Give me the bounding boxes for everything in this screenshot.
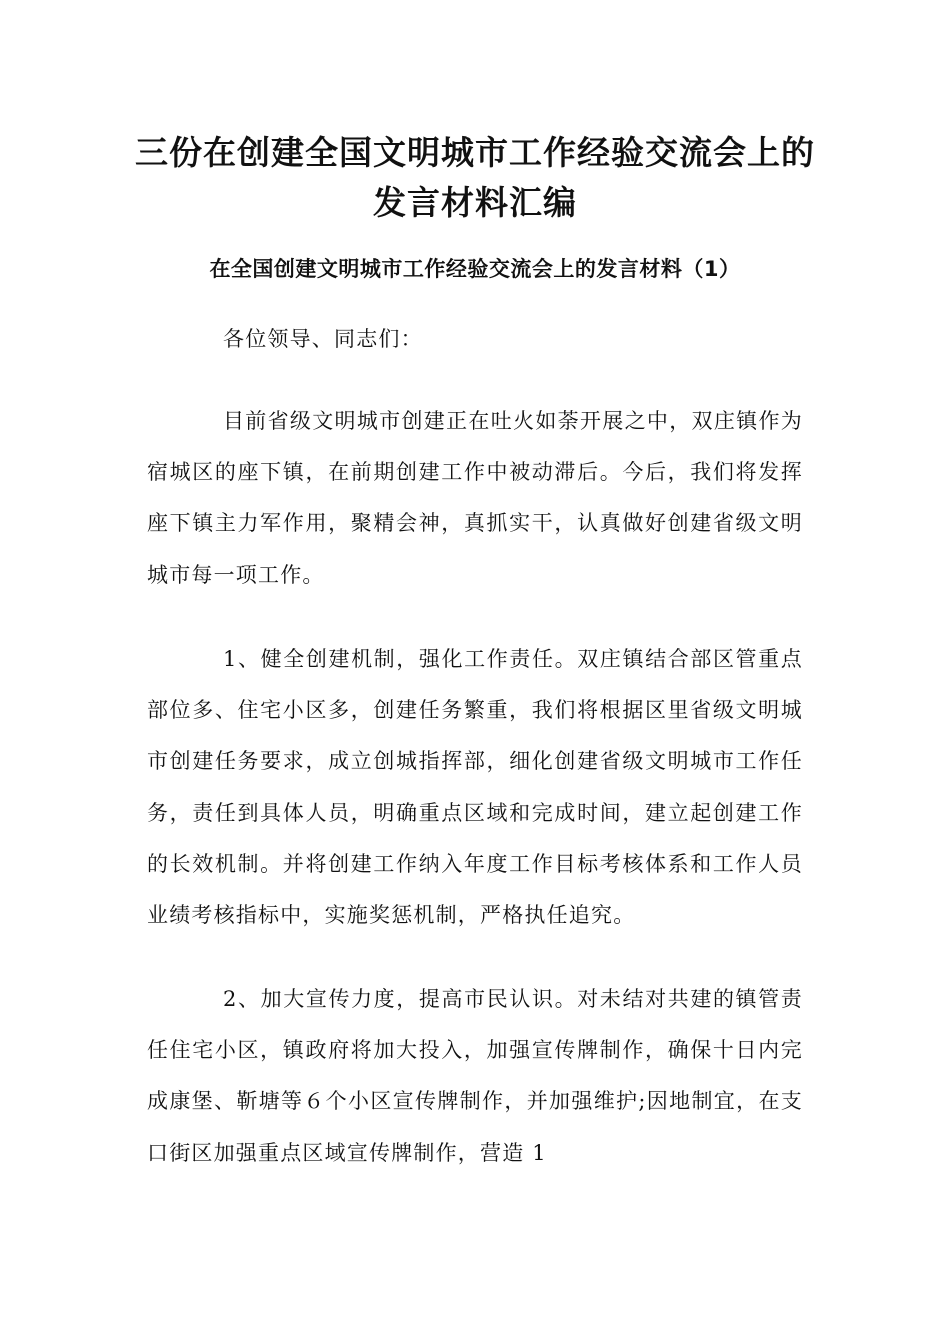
document-title-line-1: 三份在创建全国文明城市工作经验交流会上的 [135, 133, 815, 172]
paragraph-point-2: 2、加大宣传力度，提高市民认识。对未结对共建的镇管责任住宅小区，镇政府将加大投入，加强宣传牌制作，确保十日内完成康堡、靳塘等６个小区宣传牌制作，并加强维护;因地制宜，在支口街区加强重点区域宣传牌制作，营造 1 [147, 987, 803, 1165]
salutation: 各位领导、同志们： [223, 327, 423, 351]
paragraph-intro: 目前省级文明城市创建正在吐火如荼开展之中，双庄镇作为宿城区的座下镇，在前期创建工作中被动滞后。今后，我们将发挥座下镇主力军作用，聚精会神，真抓实干，认真做好创建省级文明城市每一项工作。 [147, 409, 803, 587]
document-title-line-2: 发言材料汇编 [373, 183, 577, 222]
section-heading: 在全国创建文明城市工作经验交流会上的发言材料（1） [209, 257, 741, 281]
paragraph-point-1: 1、健全创建机制，强化工作责任。双庄镇结合部区管重点部位多、住宅小区多，创建任务繁重，我们将根据区里省级文明城市创建任务要求，成立创城指挥部，细化创建省级文明城市工作任务，责任到具体人员，明确重点区域和完成时间，建立起创建工作的长效机制。并将创建工作纳入年度工作目标考核体系和工作人员业绩考核指标中，实施奖惩机制，严格执任追究。 [147, 647, 803, 928]
